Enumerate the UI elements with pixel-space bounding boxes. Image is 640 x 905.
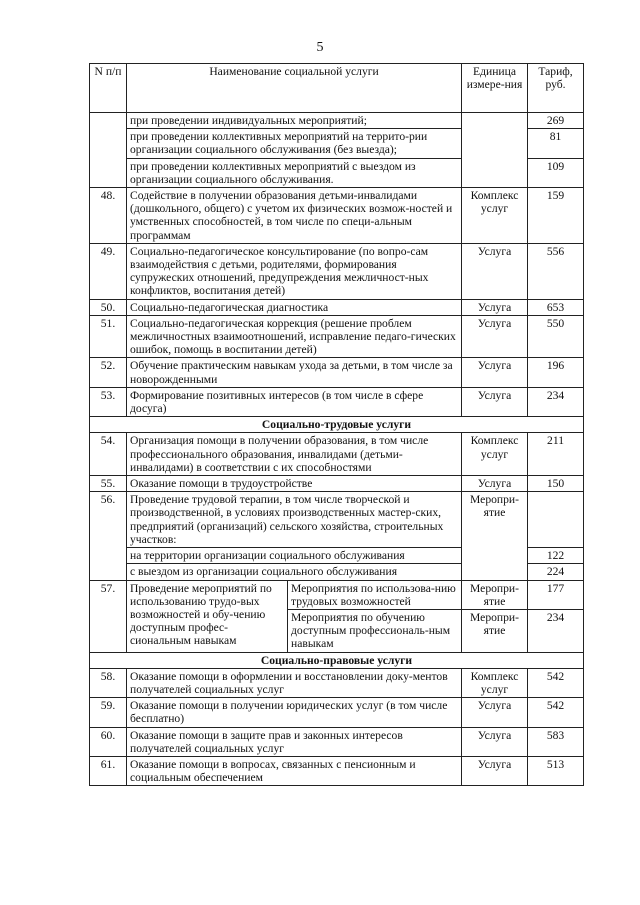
row-unit: Услуга <box>462 243 528 299</box>
section-header-row <box>90 652 584 668</box>
table-row <box>90 299 584 315</box>
row-price: 211 <box>528 433 584 476</box>
tariff-table <box>89 63 584 786</box>
row-unit: Меропри-ятие <box>462 492 528 580</box>
row-name: Формирование позитивных интересов (в том числе в сфере досуга) <box>127 387 462 416</box>
row-name: Социально-педагогическое консультирование (по вопро-сам взаимодействия с детьми, родителями, формирования супружеских отношений, предупреждения межличност-ных конфликтов, воспитания детей) <box>127 243 462 299</box>
row-num: 55. <box>90 476 127 492</box>
subrow-name: Мероприятия по обучению доступным профессиональ-ным навыкам <box>288 609 462 652</box>
table-row <box>90 492 584 548</box>
row-name: при проведении коллективных мероприятий на террито-рии организации социального обслуживания (без выезда); <box>127 129 462 158</box>
subrow-price: 224 <box>528 564 584 580</box>
row-name: при проведении индивидуальных мероприятий; <box>127 113 462 129</box>
row-price: 542 <box>528 668 584 697</box>
row-unit: Комплекс услуг <box>462 668 528 697</box>
row-num: 50. <box>90 299 127 315</box>
row-name: Оказание помощи в вопросах, связанных с пенсионным и социальным обеспечением <box>127 756 462 785</box>
row-price <box>528 492 584 548</box>
row-unit: Услуга <box>462 727 528 756</box>
row-unit: Услуга <box>462 358 528 387</box>
subrow-unit: Меропри-ятие <box>462 609 528 652</box>
header-num: N п/п <box>90 64 127 113</box>
row-unit: Комплекс услуг <box>462 433 528 476</box>
row-name: Оказание помощи в оформлении и восстановлении доку-ментов получателей социальных услуг <box>127 668 462 697</box>
subrow-price: 177 <box>528 580 584 609</box>
table-row <box>90 358 584 387</box>
table-header-row <box>90 64 584 113</box>
subrow-name: с выездом из организации социального обслуживания <box>127 564 462 580</box>
table-row <box>90 727 584 756</box>
row-num: 57. <box>90 580 127 652</box>
section-header-row <box>90 417 584 433</box>
row-unit: Комплекс услуг <box>462 188 528 244</box>
row-num: 52. <box>90 358 127 387</box>
row-name: Социально-педагогическая коррекция (решение проблем межличностных взаимоотношений, исправление педаго-гических ошибок, помощь в воспитании детей) <box>127 315 462 358</box>
subrow-price: 122 <box>528 548 584 564</box>
table-row <box>90 756 584 785</box>
page-number: 5 <box>316 40 324 55</box>
header-name: Наименование социальной услуги <box>127 64 462 113</box>
table-row <box>90 580 584 609</box>
row-price: 196 <box>528 358 584 387</box>
row-price: 513 <box>528 756 584 785</box>
row-price: 556 <box>528 243 584 299</box>
row-price: 109 <box>528 158 584 187</box>
subrow-name: на территории организации социального обслуживания <box>127 548 462 564</box>
row-unit: Услуга <box>462 315 528 358</box>
table-row <box>90 698 584 727</box>
row-num: 48. <box>90 188 127 244</box>
row-num: 59. <box>90 698 127 727</box>
table-row <box>90 668 584 697</box>
row-num <box>90 113 127 188</box>
subrow-price: 234 <box>528 609 584 652</box>
section-title-legal: Социально-правовые услуги <box>90 652 584 668</box>
row-price: 234 <box>528 387 584 416</box>
row-unit: Услуга <box>462 756 528 785</box>
row-price: 269 <box>528 113 584 129</box>
section-title-labor: Социально-трудовые услуги <box>90 417 584 433</box>
row-name: Проведение мероприятий по использованию трудо-вых возможностей и обу-чению доступным профес-сиональным навыкам <box>127 580 288 652</box>
row-unit: Услуга <box>462 476 528 492</box>
table-row <box>90 315 584 358</box>
row-name: Оказание помощи в получении юридических услуг (в том числе бесплатно) <box>127 698 462 727</box>
row-price: 583 <box>528 727 584 756</box>
row-name: при проведении коллективных мероприятий с выездом из организации социального обслуживания. <box>127 158 462 187</box>
row-num: 61. <box>90 756 127 785</box>
row-price: 150 <box>528 476 584 492</box>
row-num: 53. <box>90 387 127 416</box>
row-name: Проведение трудовой терапии, в том числе творческой и производственной, в условиях производственных мастер-ских, предприятий (организаций) сельского хозяйства, строительных участков: <box>127 492 462 548</box>
row-name: Обучение практическим навыкам ухода за детьми, в том числе за новорожденными <box>127 358 462 387</box>
row-num: 56. <box>90 492 127 580</box>
table-row <box>90 433 584 476</box>
table-row <box>90 188 584 244</box>
row-num: 54. <box>90 433 127 476</box>
row-price: 81 <box>528 129 584 158</box>
table-row <box>90 113 584 129</box>
row-unit <box>462 113 528 188</box>
subrow-unit: Меропри-ятие <box>462 580 528 609</box>
row-num: 58. <box>90 668 127 697</box>
table-row <box>90 243 584 299</box>
header-price: Тариф, руб. <box>528 64 584 113</box>
row-name: Оказание помощи в защите прав и законных интересов получателей социальных услуг <box>127 727 462 756</box>
row-name: Содействие в получении образования детьми-инвалидами (дошкольного, общего) с учетом их физических возмож-ностей и умственных способностей, в том числе по специ-альным программам <box>127 188 462 244</box>
row-num: 60. <box>90 727 127 756</box>
subrow-name: Мероприятия по использова-нию трудовых возможностей <box>288 580 462 609</box>
row-name: Социально-педагогическая диагностика <box>127 299 462 315</box>
header-unit: Единица измере-ния <box>462 64 528 113</box>
table-row <box>90 387 584 416</box>
table-row <box>90 476 584 492</box>
row-price: 542 <box>528 698 584 727</box>
row-price: 550 <box>528 315 584 358</box>
row-name: Оказание помощи в трудоустройстве <box>127 476 462 492</box>
row-price: 159 <box>528 188 584 244</box>
row-name: Организация помощи в получении образования, в том числе профессионального образования, инвалидами (детьми-инвалидами) в соответствии с их способностями <box>127 433 462 476</box>
row-unit: Услуга <box>462 387 528 416</box>
row-num: 51. <box>90 315 127 358</box>
row-price: 653 <box>528 299 584 315</box>
row-unit: Услуга <box>462 299 528 315</box>
row-unit: Услуга <box>462 698 528 727</box>
row-num: 49. <box>90 243 127 299</box>
